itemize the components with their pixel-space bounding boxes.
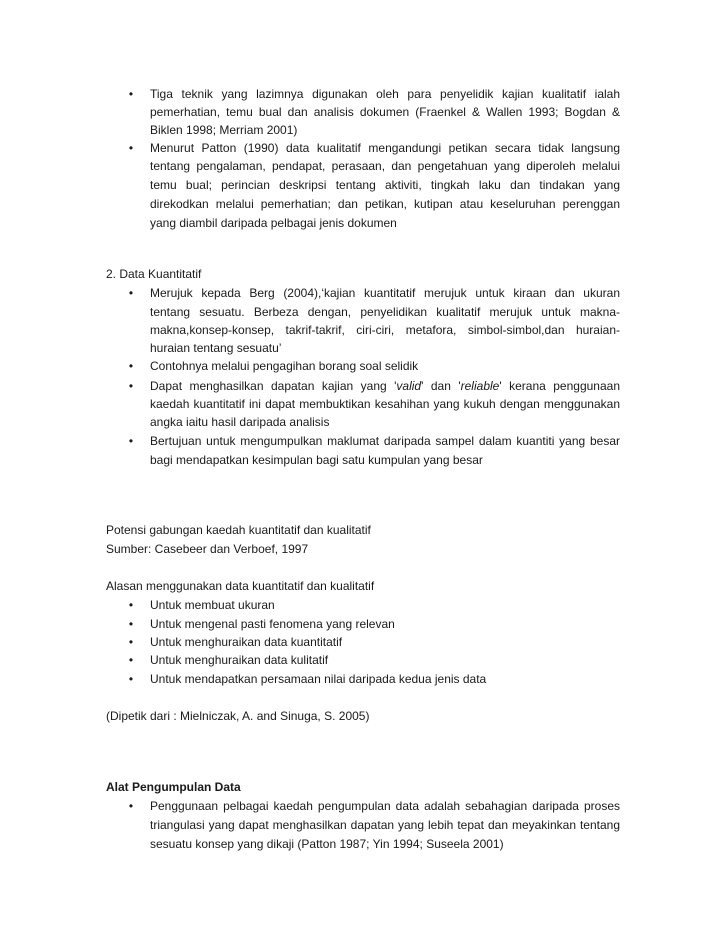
para-line: Contohnya melalui pengagihan borang soal selidik xyxy=(150,359,419,373)
bullet-marker: • xyxy=(128,653,134,667)
bullet-marker: • xyxy=(128,672,134,686)
para-line: angka iaitu hasil daripada analisis xyxy=(150,415,330,429)
section-heading: Alat Pengumpulan Data xyxy=(106,780,241,794)
bullet-marker: • xyxy=(128,799,134,813)
para-line: makna,konsep-konsep, takrif-takrif, ciri-ciri, metafora, simbol-simbol,dan huraian- xyxy=(150,323,620,337)
bullet-marker: • xyxy=(128,598,134,612)
alasan-title: Alasan menggunakan data kuantitatif dan kualitatif xyxy=(106,579,375,593)
italic-term: reliable xyxy=(460,379,500,393)
para-line: pemerhatian, temu bual dan analisis dokumen (Fraenkel & Wallen 1993; Bogdan & xyxy=(150,105,620,119)
list-item: Untuk menghuraikan data kulitatif xyxy=(150,653,329,667)
bullet-marker: • xyxy=(128,87,134,101)
para-line: triangulasi yang dapat menghasilkan dapatan yang lebih tepat dan meyakinkan tentang xyxy=(150,818,620,832)
bullet-marker: • xyxy=(128,379,134,393)
para-line: Tiga teknik yang lazimnya digunakan oleh para penyelidik kajian kualitatif ialah xyxy=(150,87,620,101)
bullet-marker: • xyxy=(128,141,134,155)
para-line: direkodkan melalui pemerhatian; dan petikan, kutipan atau keseluruhan perenggan xyxy=(150,197,620,211)
para-line: Penggunaan pelbagai kaedah pengumpulan data adalah sebahagian daripada proses xyxy=(150,799,620,813)
para-line: tentang pengalaman, pendapat, perasaan, dan pengetahuan yang diperoleh melalui xyxy=(150,159,620,173)
bullet-marker: • xyxy=(128,286,134,300)
para-line: temu bual; perincian deskripsi tentang aktiviti, tingkah laku dan tindakan yang xyxy=(150,178,620,192)
para-line: Bertujuan untuk mengumpulkan maklumat daripada sampel dalam kuantiti yang besar xyxy=(150,434,620,448)
potensi-title: Potensi gabungan kaedah kuantitatif dan kualitatif xyxy=(106,523,371,537)
text-run: ' kerana penggunaan xyxy=(499,379,620,393)
para-line: sesuatu konsep yang dikaji (Patton 1987; Yin 1994; Suseela 2001) xyxy=(150,837,504,851)
bullet-marker: • xyxy=(128,635,134,649)
para-line: tentang sesuatu. Berbeza dengan, penyelidikan kualitatif merujuk untuk makna- xyxy=(150,305,620,319)
para-line: bagi mendapatkan kesimpulan bagi satu kumpulan yang besar xyxy=(150,453,483,467)
section-heading: 2. Data Kuantitatif xyxy=(106,267,202,281)
list-item: Untuk mengenal pasti fenomena yang relevan xyxy=(150,617,395,631)
para-line: Merujuk kepada Berg (2004),‘kajian kuantitatif merujuk untuk kiraan dan ukuran xyxy=(150,286,620,300)
bullet-marker: • xyxy=(128,434,134,448)
para-line: kaedah kuantitatif ini dapat membuktikan kesahihan yang kukuh dengan menggunakan xyxy=(150,397,620,411)
list-item: Untuk mendapatkan persamaan nilai daripada kedua jenis data xyxy=(150,672,487,686)
bullet-marker: • xyxy=(128,617,134,631)
potensi-source: Sumber: Casebeer dan Verboef, 1997 xyxy=(106,542,309,556)
para-line-rich xyxy=(150,378,620,394)
para-line: Biklen 1998; Merriam 2001) xyxy=(150,123,298,137)
citation: (Dipetik dari : Mielniczak, A. and Sinuga, S. 2005) xyxy=(106,709,370,723)
list-item: Untuk membuat ukuran xyxy=(150,598,275,612)
text-run: Dapat menghasilkan dapatan kajian yang ' xyxy=(150,379,397,393)
list-item: Untuk menghuraikan data kuantitatif xyxy=(150,635,343,649)
bullet-marker: • xyxy=(128,359,134,373)
para-line: huraian tentang sesuatu’ xyxy=(150,341,282,355)
text-run: ' dan ' xyxy=(421,379,461,393)
para-line: Menurut Patton (1990) data kualitatif mengandungi petikan secara tidak langsung xyxy=(150,141,620,155)
para-line: yang diambil daripada pelbagai jenis dokumen xyxy=(150,216,397,230)
italic-term: valid xyxy=(396,379,422,393)
